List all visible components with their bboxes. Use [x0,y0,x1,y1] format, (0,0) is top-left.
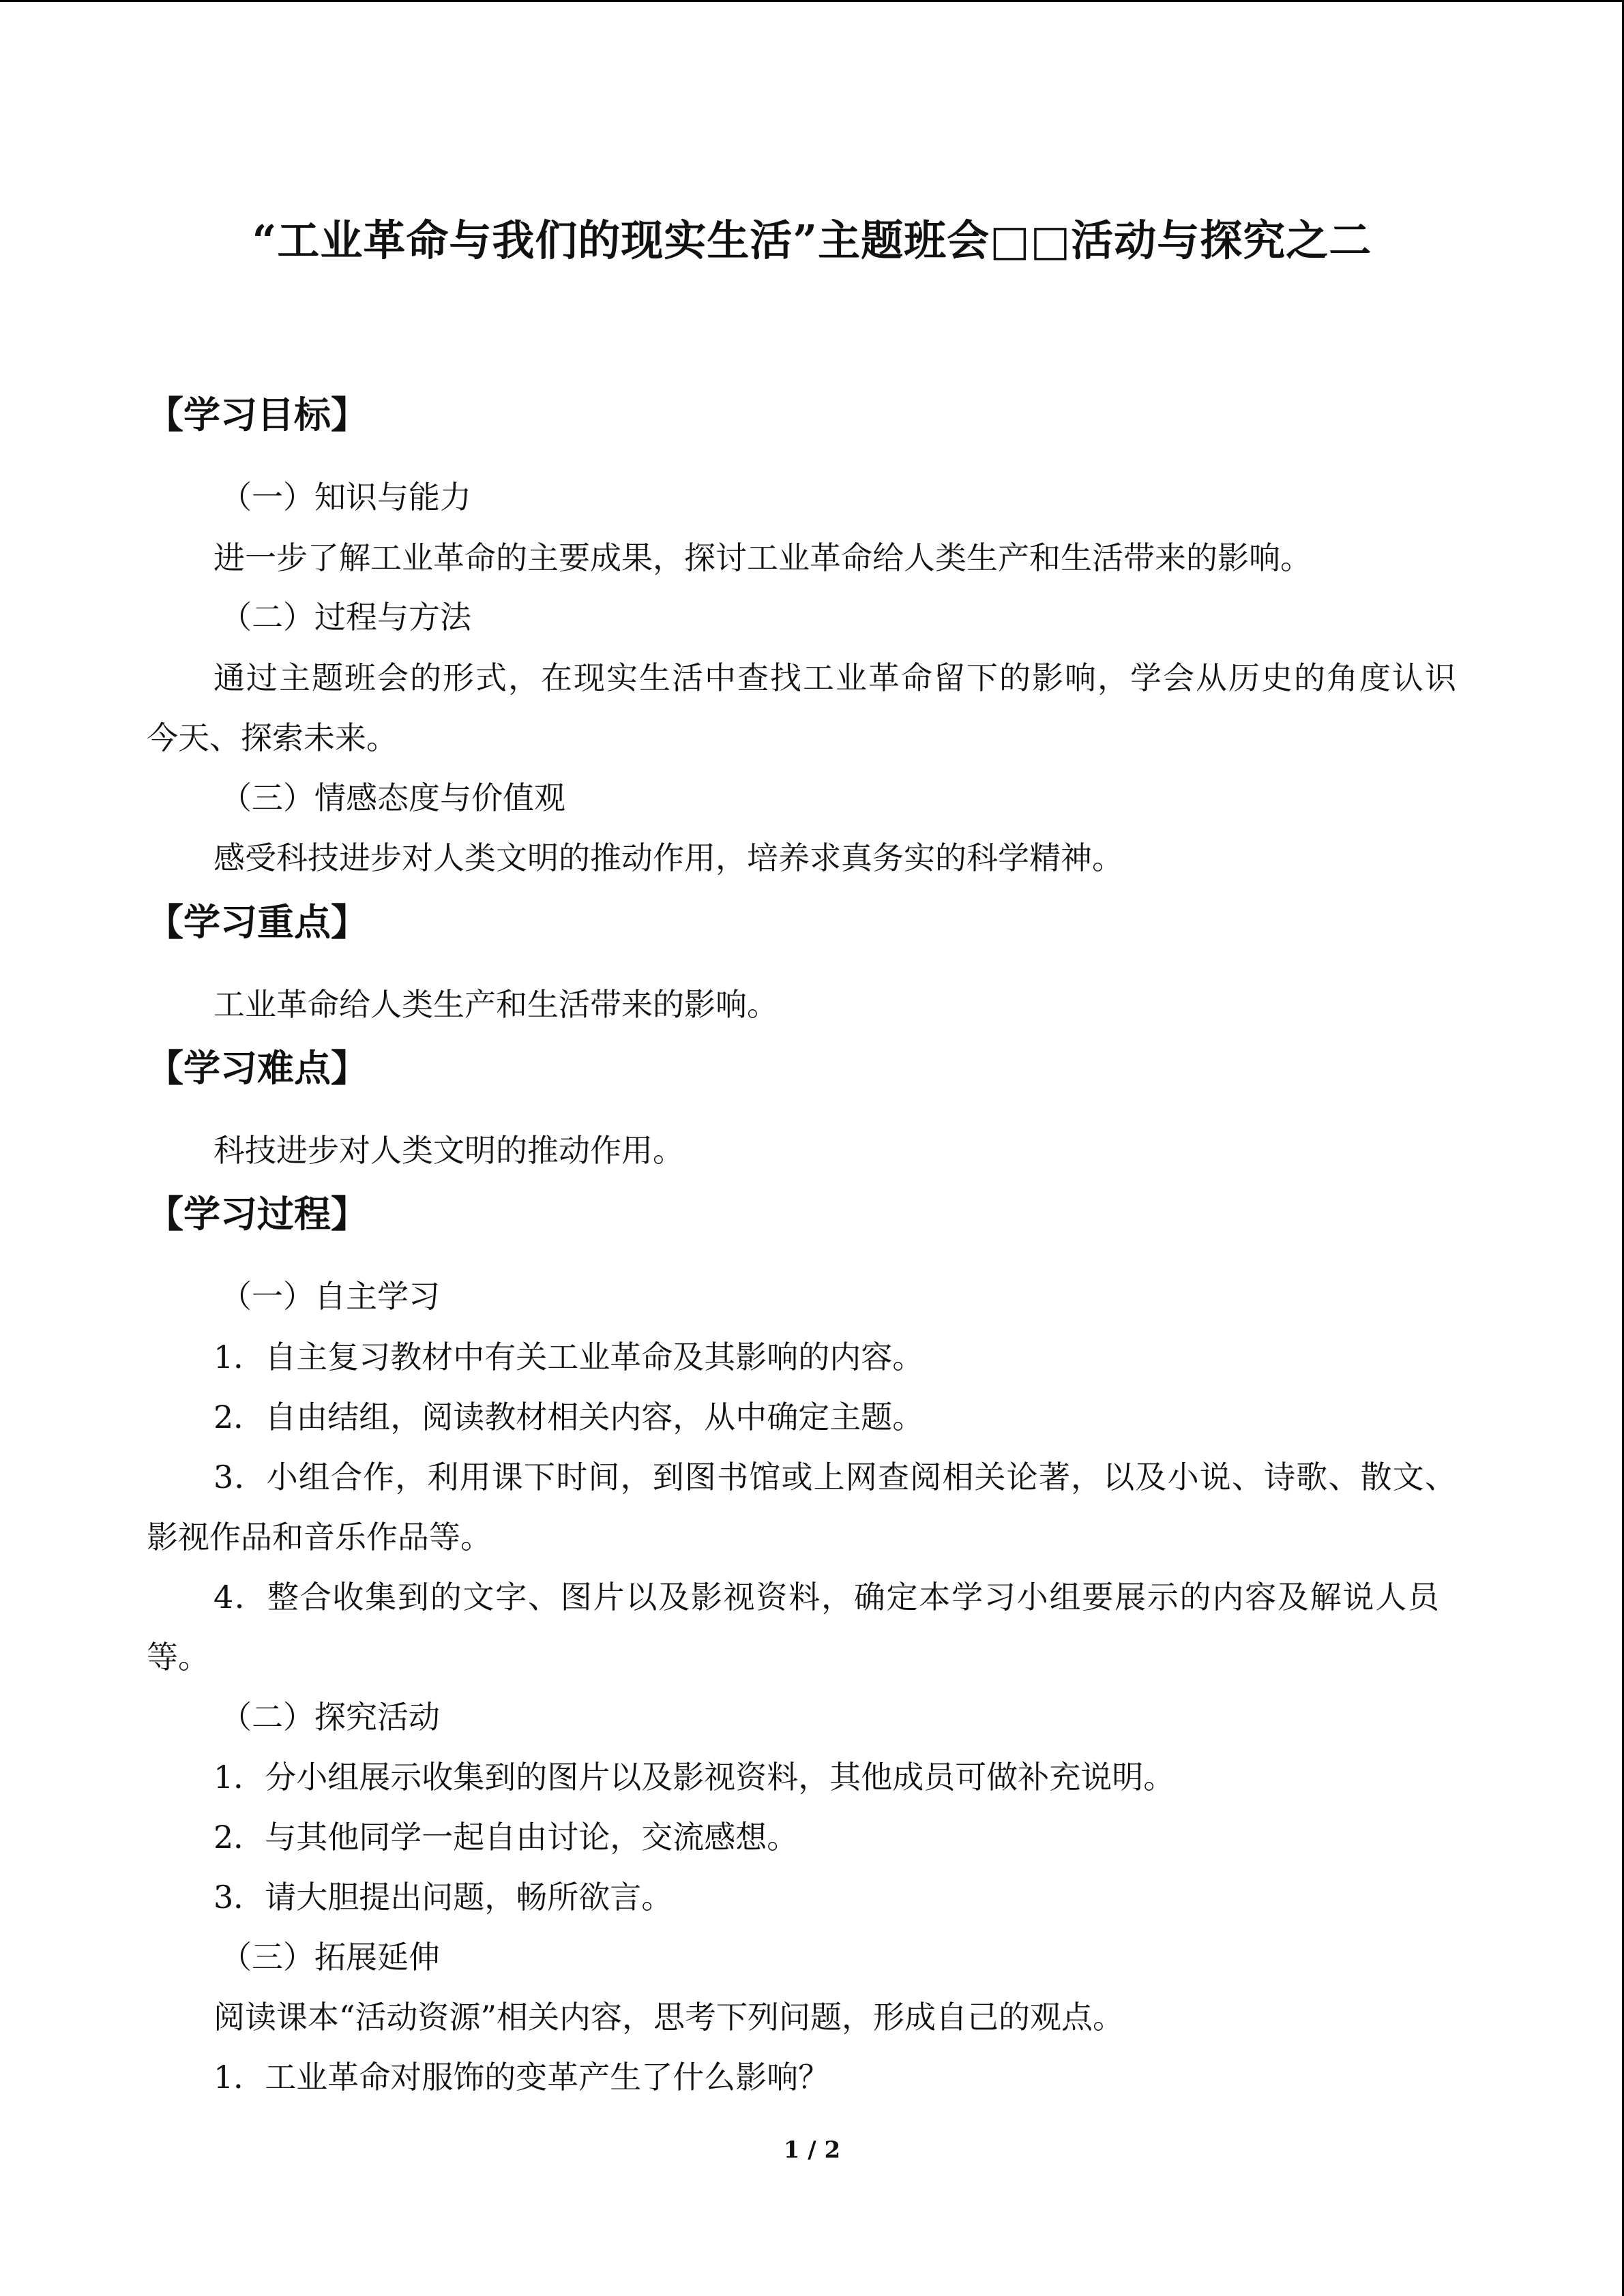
list-item-inquiry-3: 3．请大胆提出问题，畅所欲言。 [213,1879,673,1915]
paragraph-difficulties: 科技进步对人类文明的推动作用。 [213,1132,684,1169]
subheading-process-method: （二）过程与方法 [220,599,471,636]
list-item-inquiry-2: 2．与其他同学一起自由讨论，交流感想。 [213,1819,799,1855]
document-title: “工业革命与我们的现实生活”主题班会□□活动与探究之二 [252,215,1372,265]
subheading-knowledge-ability: （一）知识与能力 [220,479,471,516]
list-item-extension-1: 1．工业革命对服饰的变革产生了什么影响？ [213,2059,830,2096]
paragraph-objective-2-line1: 通过主题班会的形式，在现实生活中查找工业革命留下的影响，学会从历史的角度认识 [213,659,1456,696]
paragraph-objective-3: 感受科技进步对人类文明的推动作用，培养求真务实的科学精神。 [213,839,1123,876]
paragraph-objective-1: 进一步了解工业革命的主要成果，探讨工业革命给人类生产和生活带来的影响。 [213,539,1312,576]
list-item-self-study-3-line1: 3．小组合作，利用课下时间，到图书馆或上网查阅相关论著，以及小说、诗歌、散文、 [213,1459,1456,1495]
section-heading-difficulties: 【学习难点】 [147,1046,368,1090]
section-heading-objectives: 【学习目标】 [147,393,368,436]
subheading-emotion-values: （三）情感态度与价值观 [220,779,565,816]
subheading-extension: （三）拓展延伸 [220,1939,440,1976]
subheading-inquiry-activity: （二）探究活动 [220,1699,440,1735]
page-number: 1 / 2 [783,2136,841,2164]
list-item-self-study-1: 1．自主复习教材中有关工业革命及其影响的内容。 [213,1339,924,1375]
paragraph-extension: 阅读课本“活动资源”相关内容，思考下列问题，形成自己的观点。 [213,1999,1125,2036]
paragraph-key-points: 工业革命给人类生产和生活带来的影响。 [213,986,778,1023]
list-item-self-study-4-line1: 4．整合收集到的文字、图片以及影视资料，确定本学习小组要展示的内容及解说人员 [213,1579,1439,1615]
paragraph-objective-2-line2: 今天、探索未来。 [147,719,398,756]
list-item-self-study-4-line2: 等。 [147,1639,209,1675]
section-heading-process: 【学习过程】 [147,1192,368,1236]
list-item-inquiry-1: 1．分小组展示收集到的图片以及影视资料，其他成员可做补充说明。 [213,1759,1175,1795]
list-item-self-study-3-line2: 影视作品和音乐作品等。 [147,1519,492,1555]
list-item-self-study-2: 2．自由结组，阅读教材相关内容，从中确定主题。 [213,1399,924,1435]
subheading-self-study: （一）自主学习 [220,1278,440,1315]
section-heading-key-points: 【学习重点】 [147,900,368,944]
